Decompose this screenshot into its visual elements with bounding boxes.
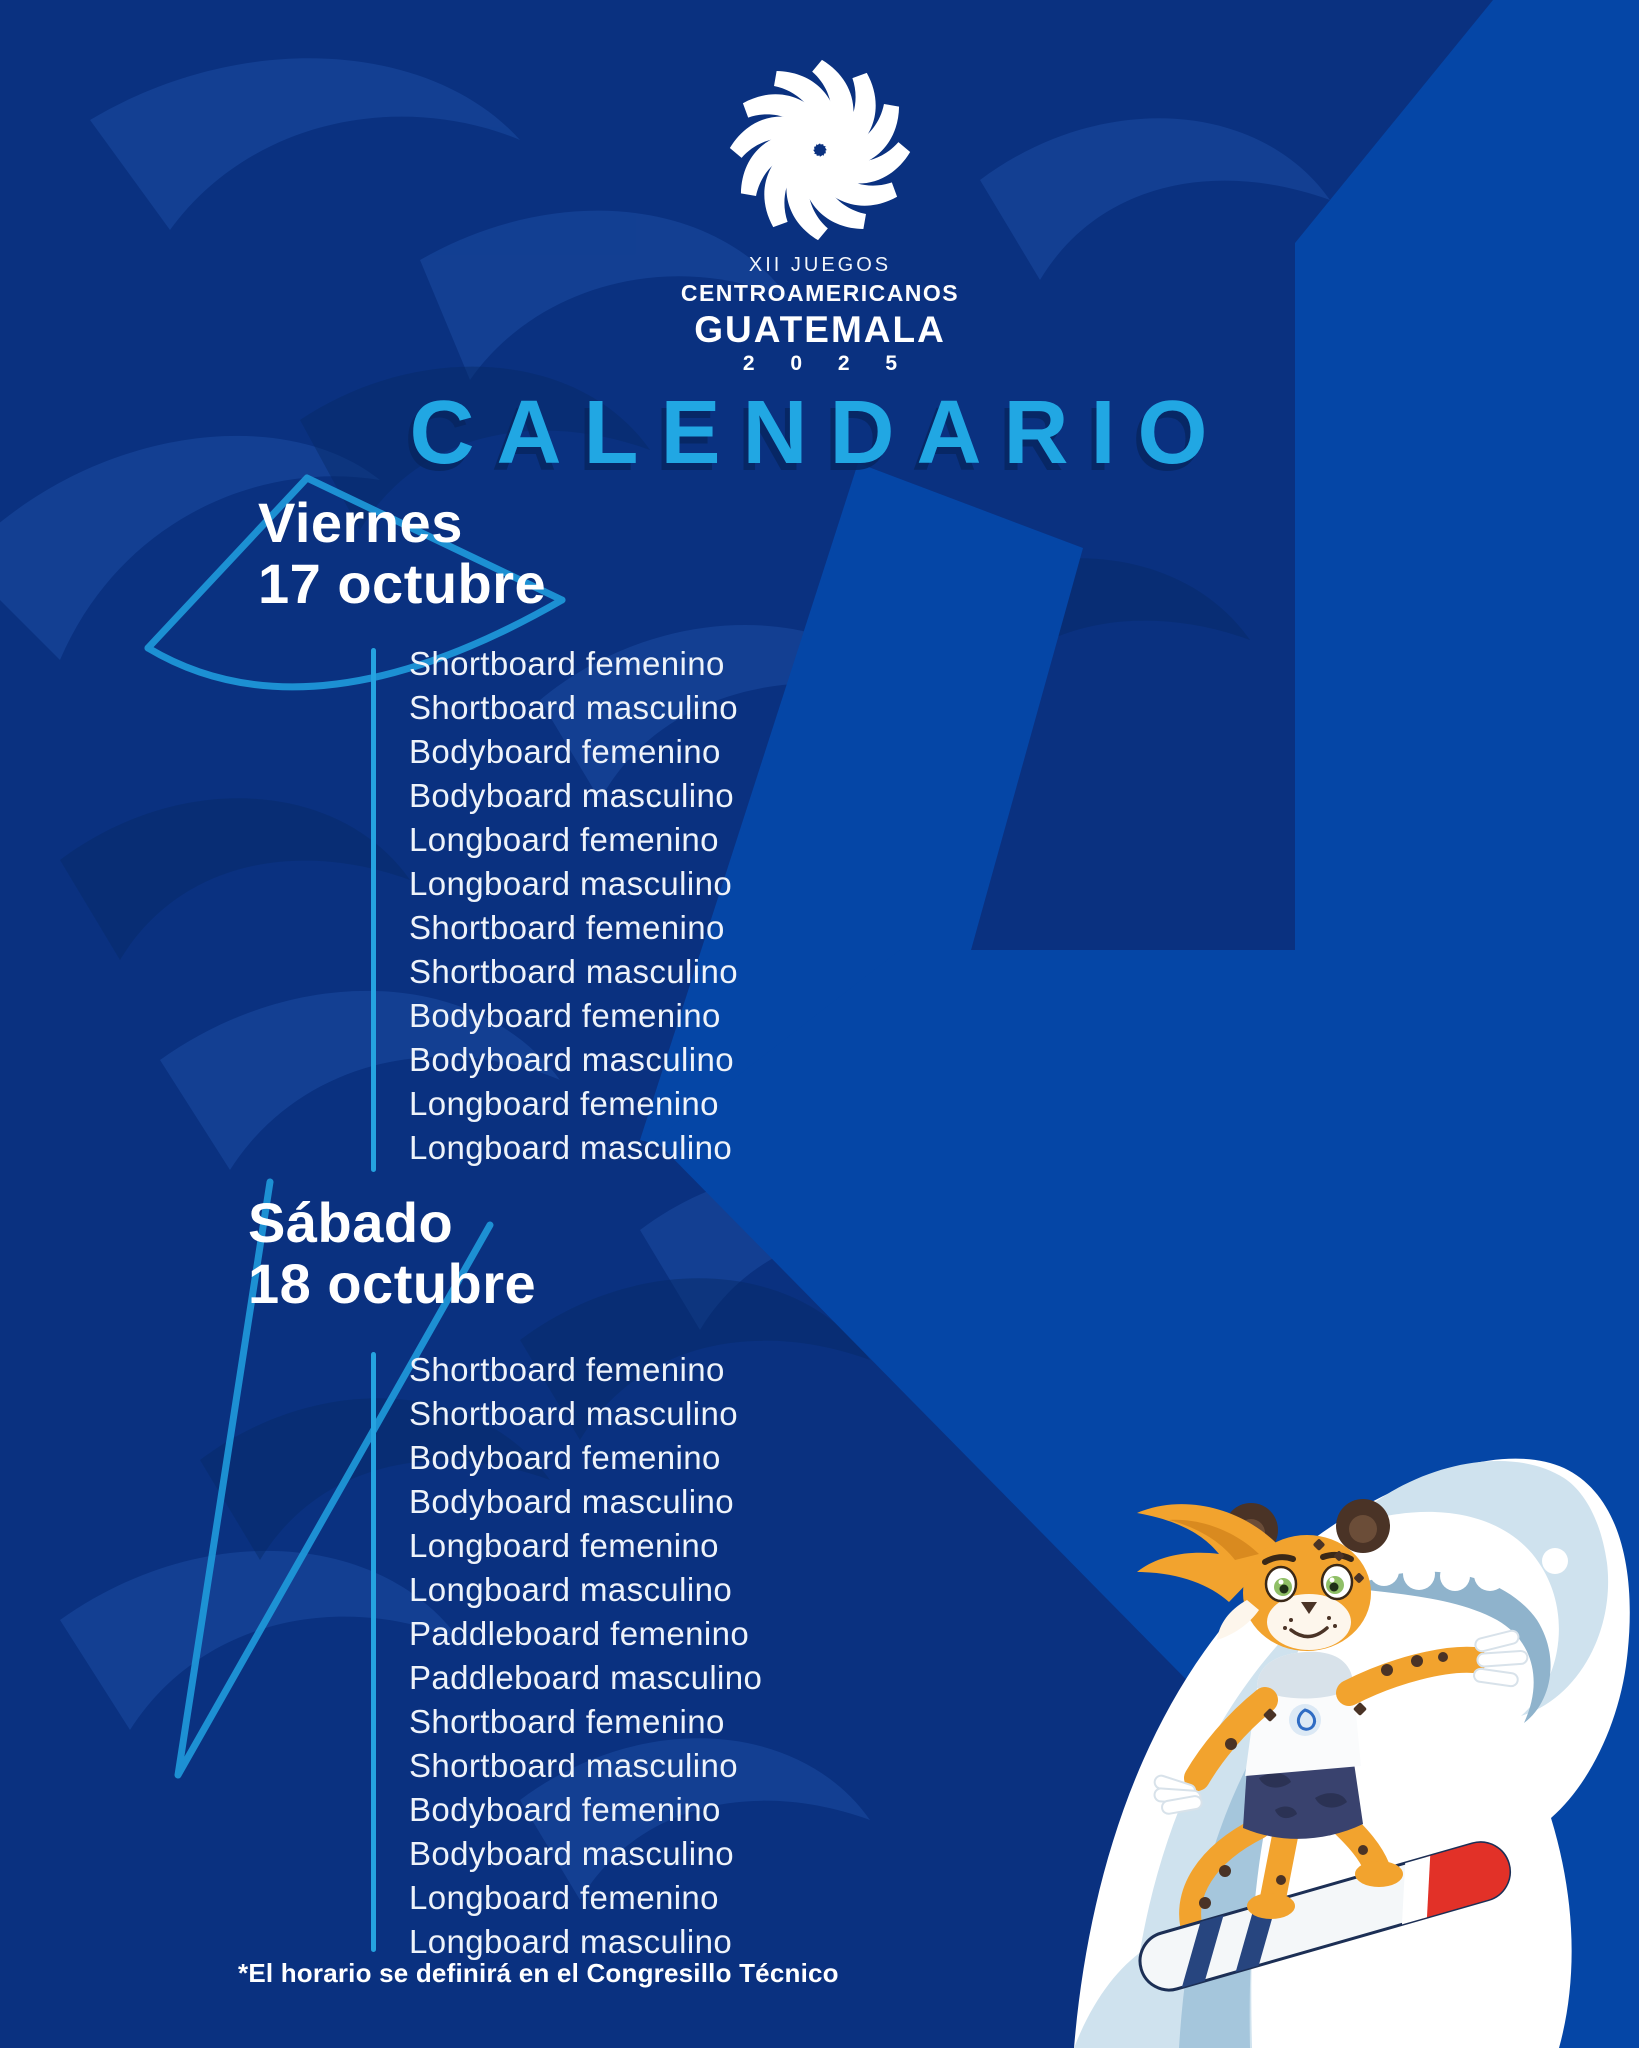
logo-line-1: XII JUEGOS (748, 254, 892, 276)
event-list-viernes (409, 642, 738, 1170)
logo-line-2: CENTROAMERICANOS (680, 280, 960, 306)
event-item: Bodyboard masculino (409, 777, 734, 814)
event-item: Shortboard masculino (409, 1747, 739, 1784)
event-item: Shortboard masculino (409, 689, 739, 726)
event-item: Shortboard femenino (409, 1351, 725, 1388)
event-item: Bodyboard masculino (409, 1835, 734, 1872)
event-item: Longboard masculino (409, 1923, 733, 1960)
logo-line-4: 2 0 2 5 (742, 352, 913, 375)
day-date: 17 octubre (258, 552, 547, 615)
event-item: Longboard femenino (409, 1527, 719, 1564)
event-item: Shortboard masculino (409, 1395, 739, 1432)
event-list-sabado (409, 1348, 762, 1964)
day-date: 18 octubre (248, 1252, 537, 1315)
event-item: Longboard masculino (409, 865, 733, 902)
event-item: Shortboard masculino (409, 953, 739, 990)
event-item: Bodyboard masculino (409, 1483, 734, 1520)
day-name: Viernes (258, 491, 463, 554)
event-item: Shortboard femenino (409, 909, 725, 946)
event-item: Paddleboard masculino (409, 1659, 763, 1696)
event-item: Longboard femenino (409, 1085, 719, 1122)
event-item: Paddleboard femenino (409, 1615, 750, 1652)
jaguar-surfer-mascot (1019, 1358, 1639, 2048)
games-logo (570, 52, 1070, 376)
event-item: Bodyboard femenino (409, 1439, 721, 1476)
jaguar-head (1137, 1499, 1390, 1651)
event-item: Longboard masculino (409, 1571, 733, 1608)
logo-line-3: GUATEMALA (694, 309, 946, 350)
event-item: Bodyboard masculino (409, 1041, 734, 1078)
event-item: Shortboard femenino (409, 1703, 725, 1740)
spiral-logo-icon (722, 52, 918, 248)
event-item: Longboard femenino (409, 1879, 719, 1916)
section-heading-viernes (258, 492, 546, 614)
event-item: Bodyboard femenino (409, 733, 721, 770)
event-item: Longboard masculino (409, 1129, 733, 1166)
page-title: CALENDARIO (409, 383, 1230, 483)
event-item: Bodyboard femenino (409, 997, 721, 1034)
event-item: Longboard femenino (409, 821, 719, 858)
event-list-rule (371, 1352, 376, 1952)
event-item: Bodyboard femenino (409, 1791, 721, 1828)
event-list-rule (371, 648, 376, 1172)
section-heading-sabado (248, 1192, 536, 1314)
day-name: Sábado (248, 1191, 454, 1254)
event-item: Shortboard femenino (409, 645, 725, 682)
schedule-footnote: *El horario se definirá en el Congresillo Técnico (238, 1958, 839, 1988)
